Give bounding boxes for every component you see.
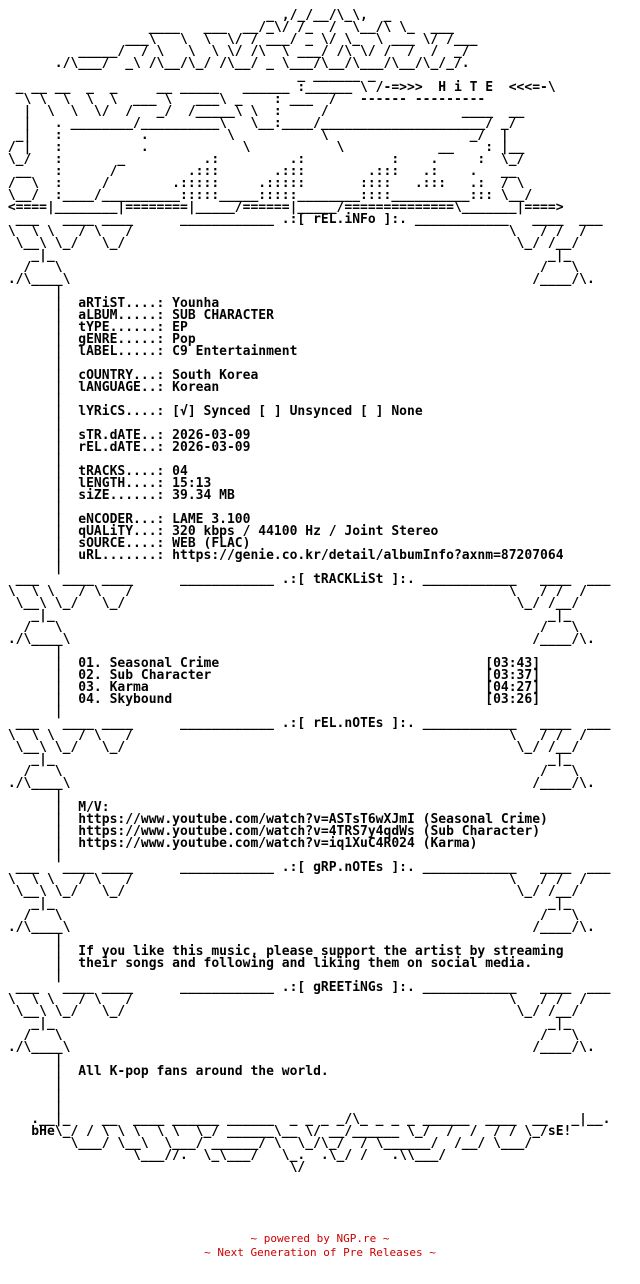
nfo-line: _| : . \ \ _/ | xyxy=(0,128,509,143)
nfo-line: \ \ \ / \ / \ / / / xyxy=(0,872,587,887)
nfo-line: | xyxy=(0,1076,63,1091)
nfo-line: | xyxy=(0,932,63,947)
nfo-line: | https://www.youtube.com/watch?v=ASTsT6wXJmI (Seasonal Crime) xyxy=(0,812,548,827)
nfo-line: | If you like this music, please support the artist by streaming xyxy=(0,944,564,959)
nfo-line: / \ / \ xyxy=(0,260,580,275)
nfo-line: | siZE......: 39.34 MB xyxy=(0,488,235,503)
nfo-line: ./\____\ /____/\. xyxy=(0,920,595,935)
nfo-line: | https://www.youtube.com/watch?v=4TRS7y4qdWs (Sub Character) xyxy=(0,824,541,839)
nfo-line: | xyxy=(0,1052,63,1067)
nfo-line: | . ________/__________\ \__:____/_____________________/ _/ xyxy=(0,116,517,131)
nfo-line: \ \ \ / \ / \ / / / xyxy=(0,992,587,1007)
nfo-line: .__|_ __ ____ ______ ______ _ _ _ _/\_ _ _ _ ______ ____ __ _|__. xyxy=(0,1112,611,1127)
footer-tagline: ~ Next Generation of Pre Releases ~ xyxy=(204,1246,436,1259)
nfo-line: / \ / \ xyxy=(0,764,580,779)
nfo-line: | gENRE.....: Pop xyxy=(0,332,196,347)
nfo-line: | https://www.youtube.com/watch?v=iq1XuC4R024 (Karma) xyxy=(0,836,478,851)
nfo-line: / \ / \ xyxy=(0,620,580,635)
nfo-line: _ ______ _ xyxy=(0,68,376,83)
nfo-line: bHe\_/ / \ \ \ \ \ \_/ ______\__ \/ __/______ \_/ / / / / \_/sE! xyxy=(0,1124,572,1139)
nfo-line: | sTR.dATE..: 2026-03-09 xyxy=(0,428,251,443)
nfo-line: | tYPE......: EP xyxy=(0,320,188,335)
nfo-line: _|_ _|_ xyxy=(0,752,572,767)
nfo-line: | lYRiCS....: [√] Synced [ ] Unsynced [ ] None xyxy=(0,404,423,419)
nfo-line: | 03. Karma [04:27] xyxy=(0,680,541,695)
nfo-line: _|_ _|_ xyxy=(0,896,572,911)
footer-powered-by: ~ powered by NGP.re ~ xyxy=(250,1232,390,1245)
nfo-line: | xyxy=(0,560,63,575)
nfo-line: | xyxy=(0,968,63,983)
nfo-line: | their songs and following and liking them on social media. xyxy=(0,956,533,971)
nfo-line: <====|________|========|_____/======|_____/==============\_______|====> xyxy=(0,200,564,215)
nfo-line: ___\ \ \ \/ / ___/ _ \/ \_ \ ___ \/ /___ xyxy=(0,32,478,47)
nfo-line: ./\____\ /____/\. xyxy=(0,632,595,647)
nfo-line: | 02. Sub Character [03:37] xyxy=(0,668,541,683)
nfo-line: __ : / .::: .::: .::: .: . __ xyxy=(0,164,517,179)
nfo-line: \_/ : _ .: .: : . : \_/ xyxy=(0,152,525,167)
nfo-line: | 04. Skybound [03:26] xyxy=(0,692,541,707)
nfo-line: _ ,/_/__/\_\, _ xyxy=(0,8,392,23)
footer xyxy=(0,1232,640,1260)
nfo-line: | eNCODER...: LAME 3.100 xyxy=(0,512,251,527)
nfo-line: ___ ____ ____ ____________ .:[ rEL.iNFo ]:. ____________ ____ ___ xyxy=(0,212,603,227)
nfo-line: | sOURCE....: WEB (FLAC) xyxy=(0,536,251,551)
nfo-line: | rEL.dATE..: 2026-03-09 xyxy=(0,440,251,455)
nfo-line: \ \ \ / \ / \ / / / xyxy=(0,584,587,599)
nfo-line: ___ ____ ____ ____________ .:[ tRACKLiSt ]:. ____________ ____ ___ xyxy=(0,572,611,587)
nfo-line: / | : . \ \ __ : |__ xyxy=(0,140,525,155)
nfo-line: | xyxy=(0,848,63,863)
nfo-line: \___/ \__\ \___/ ______/ \ \_/\_/ / \______/ /__/ \___/ xyxy=(0,1136,533,1151)
nfo-line: | xyxy=(0,356,63,371)
nfo-line: | All K-pop fans around the world. xyxy=(0,1064,329,1079)
nfo-line: | tRACKS....: 04 xyxy=(0,464,188,479)
nfo-line: _____/ / \ \ \ \/ /\ \ ___/ /\ \/ / / / _/ xyxy=(0,44,470,59)
nfo-line: | xyxy=(0,644,63,659)
nfo-line: | lANGUAGE..: Korean xyxy=(0,380,220,395)
nfo-line: | \ \ \/ / _/ /_____\ \ : / ____ __ xyxy=(0,104,525,119)
nfo-line: _|_ _|_ xyxy=(0,608,572,623)
nfo-line: | 01. Seasonal Crime [03:43] xyxy=(0,656,541,671)
nfo-line: \__\ \_/ \_/ \_/ /__/ xyxy=(0,236,580,251)
nfo-line: ./\____\ /____/\. xyxy=(0,776,595,791)
nfo-line: / \ / \ xyxy=(0,1028,580,1043)
nfo-line: | xyxy=(0,416,63,431)
nfo-line: ./\____\ /____/\. xyxy=(0,272,595,287)
nfo-line: | xyxy=(0,788,63,803)
nfo-text-block xyxy=(0,10,640,1174)
nfo-line: | xyxy=(0,452,63,467)
nfo-line: _ __ __ _ _ __ _____ ______ :______ \ /-=>>> H i T E <<<=-\ xyxy=(0,80,556,95)
nfo-line: | xyxy=(0,284,63,299)
nfo-line: \__\ \_/ \_/ \_/ /__/ xyxy=(0,1004,580,1019)
nfo-line: | xyxy=(0,1100,63,1115)
nfo-line: | M/V: xyxy=(0,800,110,815)
nfo-line: \ \ \ \ \ ___ \ ___\ _ : ___ / ------ --------- xyxy=(0,92,486,107)
nfo-line: \__\ \_/ \_/ \_/ /__/ xyxy=(0,740,580,755)
nfo-line: \__\ \_/ \_/ \_/ /__/ xyxy=(0,596,580,611)
nfo-line: ___ ____ ____ ____________ .:[ rEL.nOTEs ]:. ____________ ____ ___ xyxy=(0,716,611,731)
nfo-line: \__\ \_/ \_/ \_/ /__/ xyxy=(0,884,580,899)
nfo-line: | aLBUM.....: SUB CHARACTER xyxy=(0,308,274,323)
nfo-line: ./\___/ _\ /\__/\_/ /\__/ _ \___/\__/\___/\__/\_/_/. xyxy=(0,56,470,71)
nfo-line: \ \ \ / \ / \ / / / xyxy=(0,728,587,743)
nfo-line: \ \ \ / \ / \ / / / xyxy=(0,224,587,239)
nfo-line: / \ : / .::::: .::::: :::: .::: .: / \ xyxy=(0,176,525,191)
nfo-line: | xyxy=(0,500,63,515)
nfo-line: ____ ___ __/_\/ /_ / \__/\ \_ ___ xyxy=(0,20,454,35)
nfo-line: ./\____\ /____/\. xyxy=(0,1040,595,1055)
nfo-line: | lENGTH....: 15:13 xyxy=(0,476,212,491)
nfo-line: ___ ____ ____ ____________ .:[ gREETiNGs ]:. ____________ ____ ___ xyxy=(0,980,611,995)
nfo-line: ___ ____ ____ ____________ .:[ gRP.nOTEs ]:. ____________ ____ ___ xyxy=(0,860,611,875)
nfo-line: | xyxy=(0,392,63,407)
nfo-line: | uRL.......: https://genie.co.kr/detail/albumInfo?axnm=87207064 xyxy=(0,548,564,563)
nfo-line: | xyxy=(0,1088,63,1103)
nfo-line: _|_ _|_ xyxy=(0,1016,572,1031)
nfo-line: | aRTiST....: Younha xyxy=(0,296,220,311)
nfo-line: \___//. \_\___/ \_. .\_/ / .\\___/ xyxy=(0,1148,447,1163)
nfo-line: \__/ :____/__________:::::_____:::::________::::__________::: \__/ xyxy=(0,188,533,203)
nfo-line: _|_ _|_ xyxy=(0,248,572,263)
nfo-line: / \ / \ xyxy=(0,908,580,923)
nfo-line: | xyxy=(0,704,63,719)
nfo-line: | qUALiTY...: 320 kbps / 44100 Hz / Joint Stereo xyxy=(0,524,439,539)
nfo-line: | cOUNTRY...: South Korea xyxy=(0,368,259,383)
nfo-line: \/ xyxy=(0,1160,306,1175)
nfo-line: | lABEL.....: C9 Entertainment xyxy=(0,344,298,359)
